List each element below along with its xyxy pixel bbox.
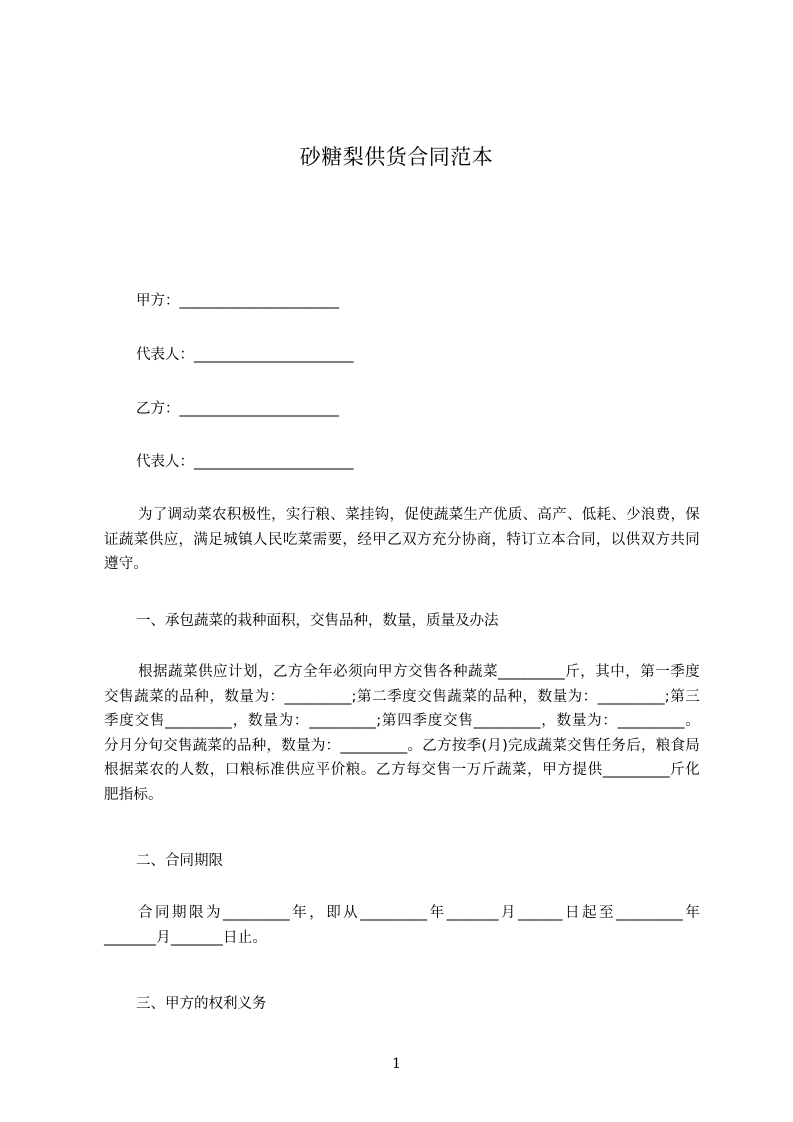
section-2-paragraph: 合同期限为_________年，即从_________年_______月______日起至_________年_______月_______日止。: [104, 905, 700, 946]
section-2-heading: 二、合同期限: [136, 853, 223, 869]
party-b-representative-line: 代表人：______________________: [136, 454, 354, 470]
party-a-line: 甲方：______________________: [136, 293, 339, 309]
document-title: 砂糖梨供货合同范本: [299, 145, 494, 169]
section-3-heading: 三、甲方的权利义务: [136, 996, 267, 1012]
party-b-line: 乙方：______________________: [136, 401, 339, 417]
party-a-representative-line: 代表人：______________________: [136, 347, 354, 363]
section-1-heading: 一、承包蔬菜的栽种面积，交售品种，数量，质量及办法: [136, 613, 499, 629]
page-number: 1: [392, 1056, 401, 1072]
intro-paragraph: 为了调动菜农积极性，实行粮、菜挂钩，促使蔬菜生产优质、高产、低耗、少浪费，保证蔬菜供应，满足城镇人民吃菜需要，经甲乙双方充分协商，特订立本合同，以供双方共同遵守。: [104, 507, 700, 573]
section-1-paragraph: 根据蔬菜供应计划，乙方全年必须向甲方交售各种蔬菜_________斤，其中，第一季度交售蔬菜的品种，数量为：_________;第二季度交售蔬菜的品种，数量为：_________;第三季度交售_________，数量为：_________;第四季度交售_________，数量为：_________。分月分旬交售蔬菜的品种，数量为：_________。乙方按季(月)完成蔬菜交售任务后，粮食局根据菜农的人数，口粮标准供应平价粮。乙方每交售一万斤蔬菜，甲方提供_________斤化肥指标。: [104, 664, 700, 803]
